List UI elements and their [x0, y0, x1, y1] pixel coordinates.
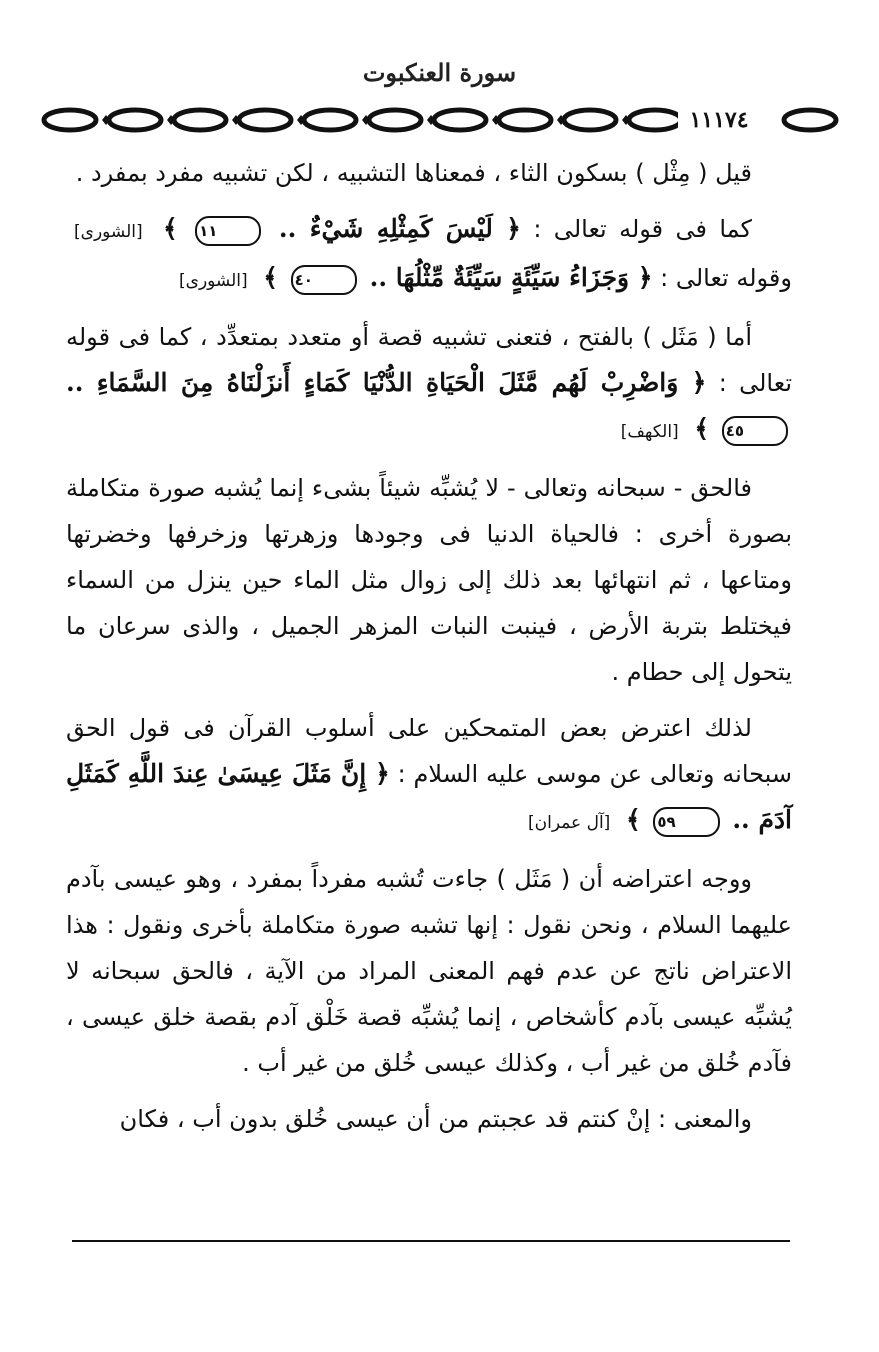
quran-verse-2-close: ﴾ — [263, 263, 287, 292]
paragraph-2-lead: كما فى قوله تعالى : — [533, 215, 752, 243]
paragraph-6: ووجه اعتراضه أن ( مَثَل ) جاءت تُشبه مفرداً بمفرد ، وهو عيسى بآدم عليهما السلام ، ونحن نقول : إنها تشبه صورة متكاملة بأخرى ونقول : هذا الاعتراض ناتج عن عدم فهم المعنى المراد من الآية ، فالحق سبحانه لا يُشبِّه عيسى بآدم كأشخاص ، إنما يُشبِّه قصة خَلْق آدم بقصة خلق عيسى ، فآدم خُلق من غير أب ، وكذلك عيسى خُلق من غير أب . — [66, 865, 792, 1077]
quran-verse-2-text: ﴿ وَجَزَاءُ سَيِّئَةٍ سَيِّئَةٌ مِّثْلُهَا .. — [360, 263, 653, 292]
surah-reference-1: [الشورى] — [74, 222, 143, 242]
quran-verse-4-close: ﴾ — [625, 805, 650, 834]
paragraph-3-lead: أما ( مَثَل ) بالفتح ، فتعنى تشبيه قصة أو متعدد بمتعدِّد ، كما فى قوله تعالى : — [66, 323, 792, 397]
page-number: ١١١٧٤ — [678, 107, 760, 133]
ayah-number-2: ٤٠ — [291, 265, 357, 295]
paragraph-1: قيل ( مِثْل ) بسكون الثاء ، فمعناها التشبيه ، لكن تشبيه مفرد بمفرد . — [75, 159, 752, 187]
ayah-number-4: ٥٩ — [653, 807, 719, 837]
paragraph-3 — [66, 314, 792, 455]
quran-verse-1 — [163, 214, 521, 243]
quran-verse-4-text: ﴿ إِنَّ مَثَلَ عِيسَىٰ عِندَ اللَّهِ كَمَثَلِ آدَمَ .. — [66, 759, 792, 834]
paragraph-2-mid: وقوله تعالى : — [660, 264, 792, 292]
ayah-number-3: ٤٥ — [722, 416, 788, 446]
paragraph-7: والمعنى : إنْ كنتم قد عجبتم من أن عيسى خُلق بدون أب ، فكان — [119, 1105, 752, 1133]
quran-verse-3-text: ﴿ وَاضْرِبْ لَهُم مَّثَلَ الْحَيَاةِ الدُّنْيَا كَمَاءٍ أَنزَلْنَاهُ مِنَ السَّمَاءِ .. — [66, 368, 707, 397]
quran-verse-1-text: ﴿ لَيْسَ كَمِثْلِهِ شَيْءٌ .. — [265, 214, 521, 243]
surah-reference-4: [آل عمران] — [528, 813, 611, 833]
surah-title: سورة العنكبوت — [362, 58, 517, 87]
paragraph-2 — [66, 206, 792, 304]
quran-verse-3-close: ﴾ — [694, 414, 718, 443]
quran-verse-2 — [263, 263, 652, 292]
footer-rule — [72, 1240, 790, 1242]
ayah-number-1: ١١ — [195, 216, 261, 246]
paragraph-5 — [66, 705, 792, 846]
quran-verse-3 — [66, 368, 792, 443]
paragraph-5-lead: لذلك اعترض بعض المتمحكين على أسلوب القرآن فى قول الحق سبحانه وتعالى عن موسى عليه السلام : — [66, 714, 792, 788]
paragraph-4: فالحق - سبحانه وتعالى - لا يُشبِّه شيئاً بشىء إنما يُشبه صورة متكاملة بصورة أخرى : فالحياة الدنيا فى وجودها وزهرتها وزخرفها وخضرتها ومتاعها ، ثم انتهائها بعد ذلك إلى زوال مثل الماء حين ينزل من السماء فيختلط بتربة الأرض ، فينبت النبات المزهر الجميل ، والذى سرعان ما يتحول إلى حطام . — [66, 474, 792, 686]
quran-verse-1-close: ﴾ — [163, 214, 192, 243]
page-body — [66, 150, 792, 1152]
surah-reference-3: [الكهف] — [620, 422, 679, 442]
surah-reference-2: [الشورى] — [179, 271, 248, 291]
